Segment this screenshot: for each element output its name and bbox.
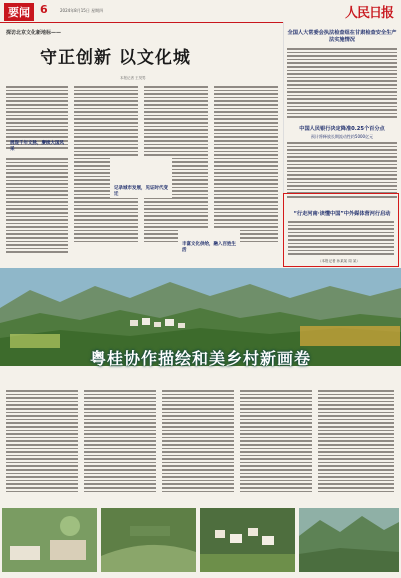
sidebar-news3-body [288,221,394,257]
sidebar-news2-body [287,142,397,200]
issue-date: 2024年8月15日 星期四 [60,8,104,13]
photo-3 [200,508,295,572]
sidebar-news1-body [287,48,397,120]
article-subhead-1: 展现千年文脉，赓续大国风采 [10,141,64,152]
newspaper-logo: 人民日报 [345,6,394,21]
sidebar-news1-title: 全国人大常委会执法检查组在甘肃检查安全生产法实施情况 [287,30,397,43]
page-header [0,0,401,23]
article-subhead-2: 记录城市发展，见证时代变迁 [114,186,168,197]
article-headline: 守正创新 以文化城 [40,48,191,68]
feature-column-2 [84,390,156,494]
page-number: 6 [40,3,48,16]
feature-column-3 [162,390,234,494]
article-byline: 本报记者 王昊男 [120,76,146,80]
article-kicker: 探访北京文化新地标—— [6,30,62,36]
article-subhead-3: 丰富文化供给，融入百姓生活 [182,242,236,253]
section-badge: 要闻 [4,3,34,21]
article-column-1b [6,158,68,255]
sidebar-news3-source: （本报记者 孙某某 周 某） [318,259,360,263]
feature-headline: 粤桂协作描绘和美乡村新画卷 [89,349,311,368]
sidebar-news2-title: 中国人民银行决定降准0.25个百分点 [299,126,385,132]
sidebar-news2-sub: 预计将释放长期流动性约5000亿元 [310,134,374,139]
article-column-4 [214,86,278,244]
photo-1 [2,508,97,572]
feature-body [0,386,401,506]
photo-2 [101,508,196,572]
sidebar-news3-title: “行走河南·读懂中国”中外媒体营河行启动 [293,211,391,217]
feature-column-5 [318,390,394,494]
photo-strip [0,506,401,574]
feature-section [0,268,401,574]
feature-column-4 [240,390,312,494]
photo-4 [299,508,399,572]
feature-column-1 [6,390,78,494]
